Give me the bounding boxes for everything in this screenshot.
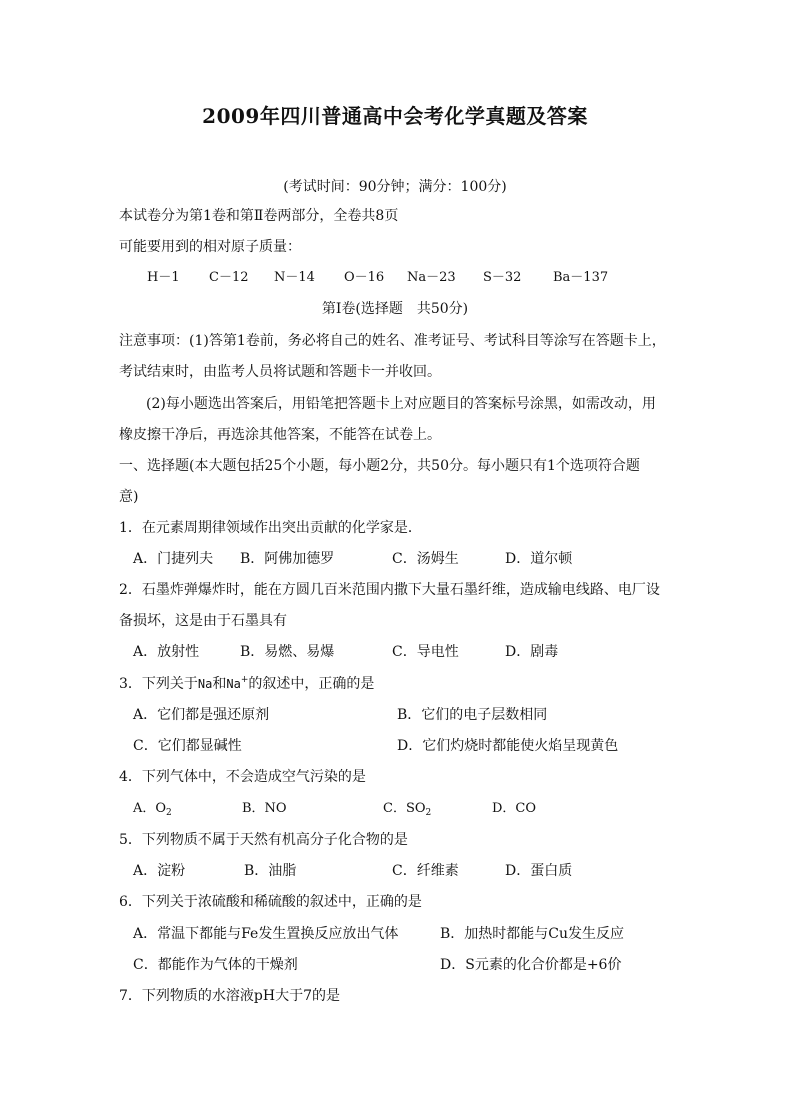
notes-line-1: 注意事项：(1)答第1卷前，务必将自己的姓名、准考证号、考试科目等涂写在答题卡上， <box>119 333 666 349</box>
notes-line-4: 橡皮擦干净后，再选涂其他答案，不能答在试卷上。 <box>119 427 441 443</box>
atomic-mass-c: C－12 <box>209 270 249 285</box>
question-1-stem: 1．在元素周期律领域作出突出贡献的化学家是． <box>119 520 422 536</box>
question-2-option-b: B．易燃、易爆 <box>240 644 335 660</box>
question-7-stem: 7．下列物质的水溶液pH大于7的是 <box>119 988 340 1004</box>
atomic-mass-label: 可能要用到的相对原子质量： <box>119 239 301 255</box>
question-3-option-c: C．它们都显碱性 <box>133 738 242 754</box>
notes-line-3: (2)每小题选出答案后，用铅笔把答题卡上对应题目的答案标号涂黑，如需改动，用 <box>146 396 656 412</box>
question-3-option-a: A．它们都是强还原剂 <box>133 707 270 723</box>
question-3-stem: 3．下列关于Na和Na+的叙述中，正确的是 <box>119 675 375 692</box>
question-2-stem: 2．石墨炸弹爆炸时，能在方圆几百米范围内撒下大量石墨纤维，造成输电线路、电厂设 <box>119 582 660 598</box>
atomic-mass-s: S－32 <box>483 270 522 285</box>
question-5-option-d: D．蛋白质 <box>505 863 573 879</box>
question-6-option-c: C．都能作为气体的干燥剂 <box>133 957 298 973</box>
atomic-mass-n: N－14 <box>274 270 315 285</box>
question-4-option-a: A．$O_2$ <box>133 801 172 818</box>
atomic-mass-o: O－16 <box>344 270 385 285</box>
question-1-option-d: D．道尔顿 <box>505 551 573 567</box>
question-1-option-a: A．门捷列夫 <box>133 551 214 567</box>
question-1-option-c: C．汤姆生 <box>392 551 459 567</box>
question-5-option-c: C．纤维素 <box>392 863 459 879</box>
question-5-option-b: B．油脂 <box>244 863 297 879</box>
question-5-stem: 5．下列物质不属于天然有机高分子化合物的是 <box>119 832 408 848</box>
question-1-option-b: B．阿佛加德罗 <box>240 551 335 567</box>
question-4-option-d: D．CO <box>492 801 537 816</box>
question-6-stem: 6．下列关于浓硫酸和稀硫酸的叙述中，正确的是 <box>119 894 422 910</box>
question-5-option-a: A．淀粉 <box>133 863 186 879</box>
question-4-option-c: C．$SO_2$ <box>383 801 432 818</box>
question-2-option-a: A．放射性 <box>133 644 200 660</box>
section-heading-2: 意) <box>119 489 139 505</box>
section-heading-1: 一、选择题(本大题包括25个小题，每小题2分，共50分。每小题只有1个选项符合题 <box>119 458 640 474</box>
question-2-stem-continued: 备损坏，这是由于石墨具有 <box>119 613 287 629</box>
question-4-stem: 4．下列气体中，不会造成空气污染的是 <box>119 769 366 785</box>
intro-text: 本试卷分为第1卷和第Ⅱ卷两部分，全卷共8页 <box>119 208 399 224</box>
page-title: 2009年四川普通高中会考化学真题及答案 <box>202 104 588 128</box>
question-6-option-a: A．常温下都能与Fe发生置换反应放出气体 <box>133 926 399 942</box>
question-3-option-b: B．它们的电子层数相同 <box>397 707 548 723</box>
question-2-option-d: D．剧毒 <box>505 644 559 660</box>
question-6-option-b: B．加热时都能与Cu发生反应 <box>440 926 625 942</box>
atomic-mass-na: Na－23 <box>407 270 456 285</box>
question-2-option-c: C．导电性 <box>392 644 459 660</box>
exam-info: (考试时间：90分钟；满分：100分) <box>283 179 507 195</box>
notes-line-2: 考试结束时，由监考人员将试题和答题卡一并收回。 <box>119 364 441 380</box>
question-6-option-d: D．S元素的化合价都是+6价 <box>440 957 622 973</box>
question-3-option-d: D．它们灼烧时都能使火焰呈现黄色 <box>397 738 619 754</box>
section1-title: 第Ⅰ卷(选择题 共50分) <box>321 301 469 317</box>
atomic-mass-h: H－1 <box>147 270 180 285</box>
question-4-option-b: B．NO <box>242 801 287 816</box>
atomic-mass-ba: Ba－137 <box>553 270 609 285</box>
